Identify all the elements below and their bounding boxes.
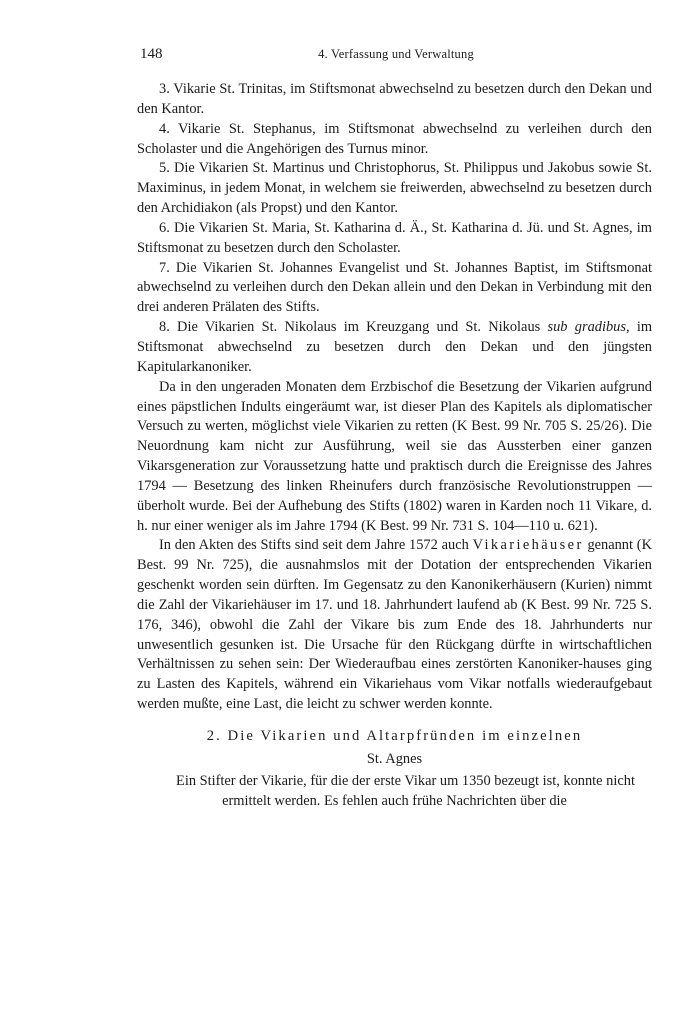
paragraph-vikarien-nikolaus — [137, 318, 652, 378]
sub-heading: St. Agnes — [366, 751, 423, 767]
section-heading: 2. Die Vikarien und Altarpfründen im einzelnen — [206, 728, 583, 744]
paragraph-vikarien-johannes: 7. Die Vikarien St. Johannes Evangelist und St. Johannes Baptist, im Stiftsmonat abwechselnd zu verleihen durch den Dekan allein und den Dekan in Verbindung mit den drei anderen Prälaten des Stifts. — [137, 259, 652, 316]
paragraph-vikarien-martinus: 5. Die Vikarien St. Martinus und Christophorus, St. Philippus und Jakobus sowie St. Maximinus, in jedem Monat, in welchem sie freiwerden, abwechselnd zu besetzen durch den Archidiakon (als Propst) und den Kantor. — [137, 160, 652, 217]
paragraph-vikariehaeuser — [137, 536, 652, 715]
paragraph-vikarie-stephanus: 4. Vikarie St. Stephanus, im Stiftsmonat abwechselnd zu verleihen durch den Scholaster und die Angehörigen des Turnus minor. — [137, 120, 652, 157]
running-head-title: 4. Verfassung und Verwaltung — [318, 47, 474, 61]
running-head — [140, 46, 652, 66]
page-number: 148 — [140, 46, 163, 62]
paragraph-text: In den Akten des Stifts sind seit dem Jahre 1572 auch — [159, 537, 473, 554]
paragraph-vikarien-maria: 6. Die Vikarien St. Maria, St. Katharina d. Ä., St. Katharina d. Jü. und St. Agnes, im Stiftsmonat zu besetzen durch den Scholaster. — [137, 219, 652, 256]
spaced-term: Vikariehäuser — [472, 537, 584, 554]
paragraph-neuordnung: Da in den ungeraden Monaten dem Erzbischof die Besetzung der Vikarien aufgrund eines päpstlichen Indults eingeräumt war, ist dieser Plan des Kapitels als diplomatischer Versuch zu werten, möglichst viele Vikarien zu retten (K Best. 99 Nr. 705 S. 25/26). Die Neuordnung kam nicht zur Ausführung, weil sie das Aussterben einer ganzen Vikarsgeneration zur Voraussetzung hatte und praktisch durch die Ereignisse des Jahres 1794 — Besetzung des linken Rheinufers durch französische Revolutionstruppen — überholt wurde. Bei der Aufhebung des Stifts (1802) waren in Karden noch 11 Vikare, d. h. nur einer weniger als im Jahre 1794 (K Best. 99 Nr. 731 S. 104—110 u. 621). — [137, 378, 652, 534]
paragraph-text: , im Stiftsmonat abwechselnd zu besetzen durch den Dekan und den jüngsten Kapitularkanoniker. — [137, 319, 653, 375]
paragraph-text: 8. Die Vikarien St. Nikolaus im Kreuzgang und St. Nikolaus — [159, 319, 548, 336]
paragraph-st-agnes: Ein Stifter der Vikarie, für die der erste Vikar um 1350 bezeugt ist, konnte nicht ermittelt werden. Es fehlen auch frühe Nachrichten über die — [176, 772, 635, 809]
paragraph-vikarie-trinitas: 3. Vikarie St. Trinitas, im Stiftsmonat abwechselnd zu besetzen durch den Dekan und den Kantor. — [137, 81, 652, 117]
paragraph-text: genannt (K Best. 99 Nr. 725), die ausnahmslos mit der Dotation der entsprechenden Vikarien geschenkt worden sein dürften. Im Gegensatz zu den Kanonikerhäusern (Kurien) nimmt die Zahl der Vikariehäuser im 17. und 18. Jahrhundert laufend ab (K Best. 99 Nr. 725 S. 176, 346), obwohl die Zahl der Vikare bis zum Ende des 18. Jahrhunderts nur unwesentlich gesunken ist. Die Ursache für den Rückgang dürfte in wirtschaftlichen Verhältnissen zu sehen sein: Der Wiederaufbau eines zerstörten Kanoniker-hauses ging zu Lasten des Kapitels, während ein Vikariehaus vom Vikar notfalls wiederaufgebaut werden mußte, eine Last, die leicht zu schwer werden konnte. — [137, 537, 652, 713]
italic-term: sub gradibus — [547, 319, 626, 336]
body-text — [137, 80, 652, 812]
